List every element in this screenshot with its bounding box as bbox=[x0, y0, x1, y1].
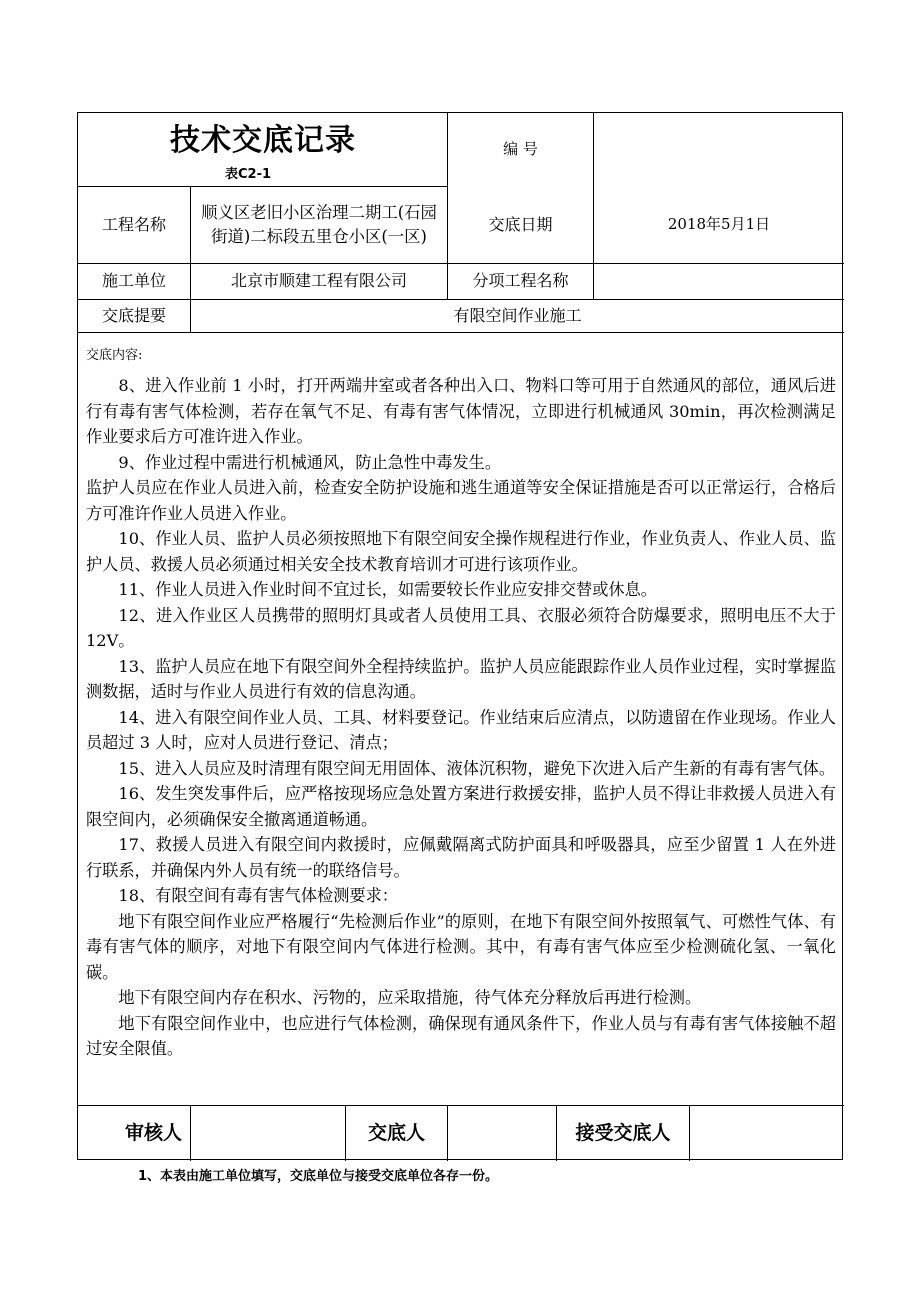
content-paragraph: 10、作业人员、监护人员必须按照地下有限空间安全操作规程进行作业，作业负责人、作业人员、监护人员、救援人员必须通过相关安全技术教育培训才可进行该项作业。 bbox=[86, 529, 836, 574]
content-paragraph: 地下有限空间作业中，也应进行气体检测，确保现有通风条件下，作业人员与有毒有害气体接触不超过安全限值。 bbox=[86, 1013, 836, 1058]
summary-label: 交底提要 bbox=[101, 305, 166, 325]
content-paragraph: 17、救援人员进入有限空间内救援时，应佩戴隔离式防护面具和呼吸器具，应至少留置 1 人在外进行联系，并确保内外人员有统一的联络信号。 bbox=[86, 835, 836, 880]
content-paragraph: 监护人员应在作业人员进入前，检查安全防护设施和逃生通道等安全保证措施是否可以正常运行，合格后方可准许作业人员进入作业。 bbox=[86, 478, 836, 523]
subproject-value[interactable] bbox=[594, 263, 844, 299]
content-paragraph: 地下有限空间内存在积水、污物的，应采取措施，待气体充分释放后再进行检测。 bbox=[118, 988, 702, 1007]
content-paragraph: 15、进入人员应及时清理有限空间无用固体、液体沉积物，避免下次进入后产生新的有毒有害气体。 bbox=[118, 758, 836, 778]
footnote: 1、本表由施工单位填写，交底单位与接受交底单位各存一份。 bbox=[138, 1169, 499, 1184]
number-value[interactable] bbox=[594, 113, 844, 186]
summary-value: 有限空间作业施工 bbox=[453, 305, 582, 325]
discloser-label: 交底人 bbox=[367, 1121, 425, 1144]
number-label: 编 号 bbox=[503, 140, 538, 159]
project-name-label: 工程名称 bbox=[101, 214, 166, 234]
content-paragraph: 11、作业人员进入作业时间不宜过长，如需要较长作业应安排交替或休息。 bbox=[118, 580, 657, 599]
date-label: 交底日期 bbox=[488, 214, 553, 234]
record-form bbox=[77, 112, 843, 1160]
content-paragraph: 12、进入作业区人员携带的照明灯具或者人员使用工具、衣服必须符合防爆要求，照明电压不大于 12V。 bbox=[86, 605, 836, 650]
content-paragraph: 地下有限空间作业应严格履行“先检测后作业”的原则，在地下有限空间外按照氧气、可燃性气体、有毒有害气体的顺序，对地下有限空间内气体进行检测。其中，有毒有害气体应至少检测硫化氢、一氧化碳。 bbox=[86, 911, 836, 982]
content-paragraph: 16、发生突发事件后，应严格按现场应急处置方案进行救援安排，监护人员不得让非救援人员进入有限空间内，必须确保安全撤离通道畅通。 bbox=[86, 784, 836, 829]
content-paragraph: 14、进入有限空间作业人员、工具、材料要登记。作业结束后应清点，以防遗留在作业现场。作业人员超过 3 人时，应对人员进行登记、清点； bbox=[86, 707, 836, 752]
receiver-label: 接受交底人 bbox=[575, 1121, 671, 1144]
subproject-label: 分项工程名称 bbox=[472, 271, 569, 291]
content-paragraph: 8、进入作业前 1 小时，打开两端井室或者各种出入口、物料口等可用于自然通风的部位，通风后进行有毒有害气体检测，若存在氧气不足、有毒有害气体情况，立即进行机械通风 30min，再次检测满足作业要求后方可准许进入作业。 bbox=[86, 376, 836, 446]
date-value: 2018年5月1日 bbox=[667, 215, 771, 234]
content-label: 交底内容: bbox=[86, 348, 143, 363]
project-name-value: 顺义区老旧小区治理二期工(石园街道)二标段五里仓小区(一区) bbox=[201, 202, 437, 246]
content-paragraph: 18、有限空间有毒有害气体检测要求： bbox=[118, 886, 398, 905]
discloser-signature[interactable] bbox=[448, 1106, 556, 1161]
form-code: 表C2-1 bbox=[224, 167, 272, 183]
content-paragraph: 13、监护人员应在地下有限空间外全程持续监护。监护人员应能跟踪作业人员作业过程，实时掌握监测数据，适时与作业人员进行有效的信息沟通。 bbox=[86, 656, 836, 701]
receiver-signature[interactable] bbox=[690, 1106, 844, 1161]
contractor-value: 北京市顺建工程有限公司 bbox=[230, 271, 407, 291]
contractor-label: 施工单位 bbox=[101, 271, 166, 291]
reviewer-signature[interactable] bbox=[191, 1106, 345, 1161]
disclosure-content bbox=[86, 345, 836, 1062]
page-title: 技术交底记录 bbox=[170, 122, 356, 158]
reviewer-label: 审核人 bbox=[124, 1121, 182, 1144]
content-paragraph: 9、作业过程中需进行机械通风，防止急性中毒发生。 bbox=[118, 452, 502, 472]
